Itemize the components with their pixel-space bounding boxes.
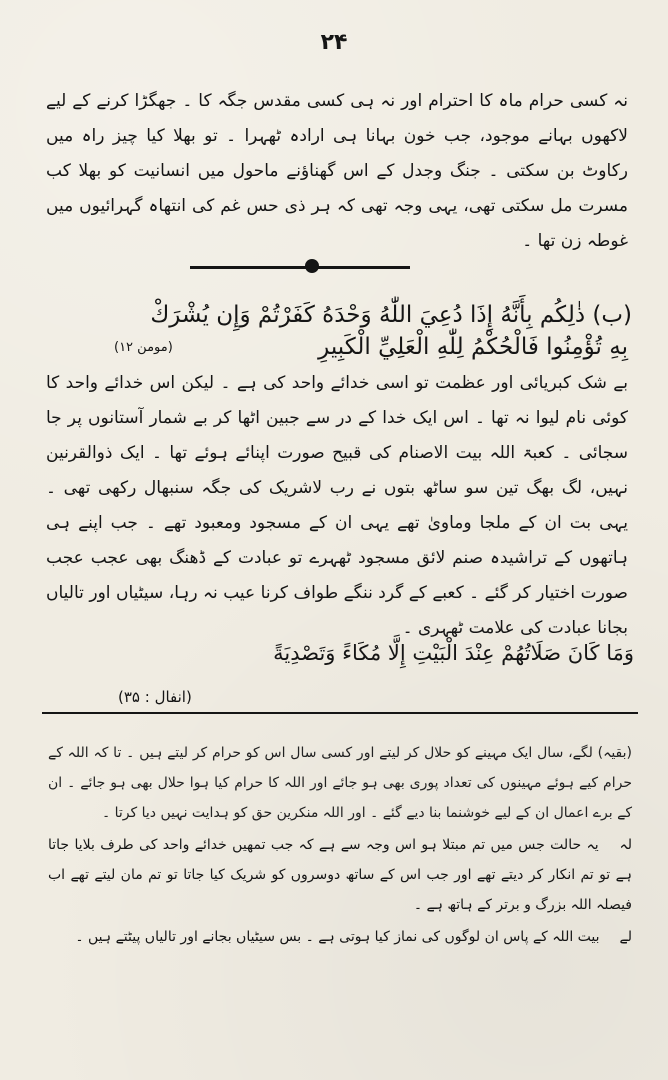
page-number: ۲۴ xyxy=(320,30,348,55)
reference-anfal: (انفال : ۳۵) xyxy=(118,688,192,706)
main-paragraph: بے شک کبریائی اور عظمت تو اسی خدائے واحد کی ہے ۔ لیکن اس خدائے واحد کا کوئی نام لیوا نہ تھا ۔ اس ایک خدا کے در سے جبین اٹھا کر بے شمار آستانوں پر جا سجائی ۔ کعبۃ اللہ بیت الاصنام کی قبیح صورت اپنائے ہوئے تھا ۔ ایک ذوالقرنین نہیں، لگ بھگ تین سو ساٹھ بتوں نے رب لاشریک کی جگہ سنبھال رکھی تھی ۔ یہی بت ان کے ملجا وماویٰ تھے یہی ان کے مسجود ومعبود تھے ۔ جب اپنے ہی ہاتھوں کے تراشیدہ صنم لائق مسجود ٹھہرے تو عبادت کے ڈھنگ بھی عجب عجب صورت اختیار کر گئے ۔ کعبے کے گرد ننگے طواف کرنا عیب نہ رہا، سیٹیاں اور تالیاں بجانا عبادت کی علامت ٹھہری ۔ xyxy=(46,373,628,638)
footnote-2-text: بیت اللہ کے پاس ان لوگوں کی نماز کیا ہوتی ہے ۔ بس سیٹیاں بجانے اور تالیاں پیٹتے ہیں ۔ xyxy=(75,929,600,945)
section-divider xyxy=(190,266,410,269)
footnote-continuation: (بقیہ) لگے، سال ایک مہینے کو حلال کر لیتے اور کسی سال اس کو حرام کر لیتے ہیں ۔ تا کہ اللہ کے حرام کیے ہوئے مہینوں کی تعداد پوری بھی ہو جائے اور اللہ کا حرام کیا ہوا حلال بھی ہو جائے ۔ ان کے برے اعمال ان کے لیے خوشنما بنا دیے گئے ۔ اور اللہ منکرین حق کو ہدایت نہیں دیا کرتا ۔ xyxy=(48,745,632,821)
footnote-1 xyxy=(48,830,632,920)
footnotes-block xyxy=(48,738,632,954)
quran-verse: وَمَا كَانَ صَلَاتُهُمْ عِنْدَ الْبَيْتِ إِلَّا مُكَاءً وَتَصْدِيَةً xyxy=(273,641,634,665)
footnote-1-text: یہ حالت جس میں تم مبتلا ہو اس وجہ سے ہے کہ جب تمھیں خدائے واحد کی طرف بلایا جاتا ہے تو تم انکار کر دیتے تھے اور جب اس کے ساتھ دوسروں کو شریک کیا جاتا تو تم مان لیتے تھے اب فیصلہ اللہ بزرگ و برتر کے ہاتھ ہے ۔ xyxy=(48,837,632,913)
opening-paragraph: نہ کسی حرام ماہ کا احترام اور نہ ہی کسی مقدس جگہ کا ۔ جھگڑا کرنے کے لیے لاکھوں بہانے موجود، جب خون بہانا ہی ارادہ ٹھہرا ۔ تو بھلا کیا چیز راہ میں رکاوٹ بن سکتی ۔ جنگ وجدل کے اس گھناؤنے ماحول میں انسانیت کو بھلا کب مسرت مل سکتی تھی، یہی وجہ تھی کہ ہر ذی حس غم کی انتھاہ گہرائیوں میں غوطہ زن تھا ۔ xyxy=(46,91,628,251)
divider-dot-icon xyxy=(305,259,319,273)
footnote-rule xyxy=(42,712,638,714)
footnote-2-marker: لے xyxy=(619,929,632,945)
arabic-heading-line-1: (ب) ذٰلِكُم بِأَنَّهُ إِذَا دُعِيَ اللّٰهُ وَحْدَهُ كَفَرْتُمْ وَإِن يُشْرَكْ xyxy=(150,302,632,328)
reference-momin: (مومن ۱۲) xyxy=(114,340,173,355)
arabic-heading-line-2: بِهِ تُؤْمِنُوا فَالْحُكْمُ لِلّٰهِ الْعَلِيِّ الْكَبِيرِ xyxy=(318,334,628,360)
footnote-1-marker: لہ xyxy=(619,837,632,853)
footnote-2 xyxy=(48,922,632,952)
